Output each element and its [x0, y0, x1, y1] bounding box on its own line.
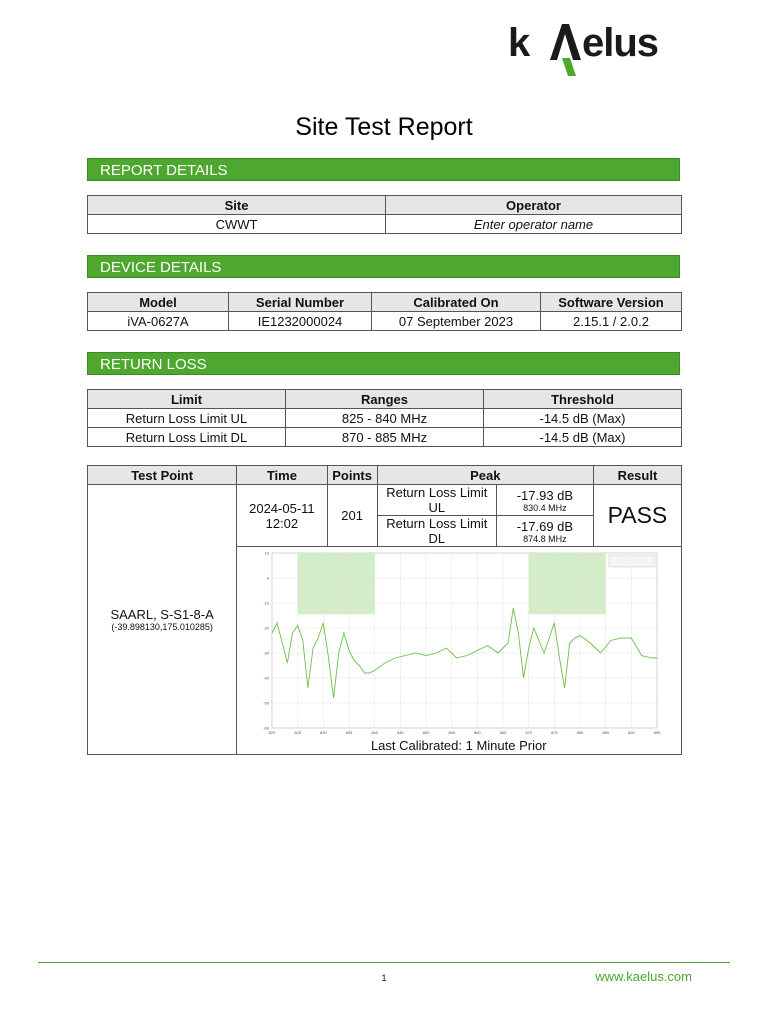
- y-tick-label: -20: [263, 625, 270, 631]
- test-point-header: Test Point: [88, 466, 237, 485]
- limit-band-1: [529, 553, 606, 614]
- calibrated-header: Calibrated On: [372, 293, 541, 312]
- operator-header: Operator: [386, 196, 682, 215]
- site-value: CWWT: [88, 215, 386, 234]
- peak-freq-dl: 874.8 MHz: [523, 533, 567, 544]
- peak-value-ul: -17.93 dB: [516, 487, 574, 503]
- legend-box: [609, 555, 655, 567]
- x-tick-label: 890: [628, 730, 635, 735]
- x-tick-label: 825: [294, 730, 302, 735]
- y-tick-label: -40: [263, 675, 270, 681]
- threshold-header: Threshold: [484, 390, 682, 409]
- peak-label-dl: Return Loss Limit DL: [377, 516, 496, 547]
- page-number: 1: [381, 973, 387, 983]
- test-point-cell: [88, 485, 237, 755]
- range-dl: 870 - 885 MHz: [286, 428, 484, 447]
- peak-value-dl-cell: [496, 516, 593, 547]
- x-tick-label: 820: [268, 730, 276, 735]
- x-tick-label: 885: [602, 730, 610, 735]
- test-point-name: SAARL, S-S1-8-A: [110, 607, 214, 622]
- x-tick-label: 870: [525, 730, 533, 735]
- x-tick-label: 875: [551, 730, 558, 735]
- return-loss-table: [87, 389, 682, 447]
- points-header: Points: [327, 466, 377, 485]
- peak-freq-ul: 830.4 MHz: [523, 502, 567, 513]
- x-tick-label: 895: [653, 730, 661, 735]
- x-tick-label: 830: [320, 730, 327, 735]
- footer-url[interactable]: www.kaelus.com: [595, 969, 692, 984]
- x-tick-label: 855: [448, 730, 456, 735]
- serial-header: Serial Number: [229, 293, 372, 312]
- y-tick-label: -30: [263, 650, 270, 656]
- table-row: [88, 409, 682, 428]
- test-point-coords: (-39.898130,175.010285): [111, 622, 213, 632]
- threshold-ul: -14.5 dB (Max): [484, 409, 682, 428]
- result-header: Result: [593, 466, 681, 485]
- table-row: [88, 428, 682, 447]
- footer-divider: [38, 962, 730, 963]
- points-value: 201: [327, 485, 377, 547]
- threshold-dl: -14.5 dB (Max): [484, 428, 682, 447]
- x-tick-label: 845: [397, 730, 404, 735]
- peak-header: Peak: [377, 466, 593, 485]
- x-tick-label: 880: [576, 730, 584, 735]
- time-date: 2024-05-11: [249, 500, 315, 516]
- y-tick-label: -10: [263, 600, 270, 606]
- kaelus-logo: [506, 18, 696, 78]
- results-table: [87, 465, 682, 755]
- y-tick-label: 0: [267, 575, 270, 581]
- result-badge: PASS: [593, 485, 681, 547]
- calibrated-value: 07 September 2023: [372, 312, 541, 331]
- peak-value-ul-cell: [496, 485, 593, 516]
- chart-caption: Last Calibrated: 1 Minute Prior: [370, 738, 547, 753]
- limit-dl: Return Loss Limit DL: [88, 428, 286, 447]
- serial-value: IE1232000024: [229, 312, 372, 331]
- ranges-header: Ranges: [286, 390, 484, 409]
- return-loss-heading: RETURN LOSS: [87, 352, 680, 375]
- page-title: Site Test Report: [295, 113, 473, 141]
- x-tick-label: 860: [474, 730, 481, 735]
- software-value: 2.15.1 / 2.0.2: [541, 312, 682, 331]
- device-details-heading: DEVICE DETAILS: [87, 255, 680, 278]
- x-tick-label: 835: [345, 730, 353, 735]
- device-details-table: [87, 292, 682, 331]
- report-details-table: [87, 195, 682, 234]
- limit-ul: Return Loss Limit UL: [88, 409, 286, 428]
- time-clock: 12:02: [265, 515, 299, 531]
- time-header: Time: [237, 466, 327, 485]
- limit-band-0: [298, 553, 375, 614]
- return-loss-chart: [237, 548, 680, 736]
- time-cell: [237, 485, 327, 547]
- x-tick-label: 865: [499, 730, 507, 735]
- chart-cell: [237, 547, 682, 755]
- chart-wrap: [237, 548, 680, 753]
- x-tick-label: 850: [422, 730, 430, 735]
- peak-value-dl: -17.69 dB: [516, 518, 574, 534]
- model-header: Model: [88, 293, 229, 312]
- software-header: Software Version: [541, 293, 682, 312]
- site-header: Site: [88, 196, 386, 215]
- svg-text:k: k: [508, 21, 530, 65]
- limit-header: Limit: [88, 390, 286, 409]
- range-ul: 825 - 840 MHz: [286, 409, 484, 428]
- svg-text:elus: elus: [582, 21, 659, 65]
- operator-value[interactable]: Enter operator name: [386, 215, 682, 234]
- model-value: iVA-0627A: [88, 312, 229, 331]
- y-tick-label: -50: [263, 700, 270, 706]
- peak-label-ul: Return Loss Limit UL: [377, 485, 496, 516]
- y-tick-label: 10: [264, 550, 270, 556]
- x-tick-label: 840: [371, 730, 379, 735]
- report-details-heading: REPORT DETAILS: [87, 158, 680, 181]
- y-tick-label: -60: [263, 725, 270, 731]
